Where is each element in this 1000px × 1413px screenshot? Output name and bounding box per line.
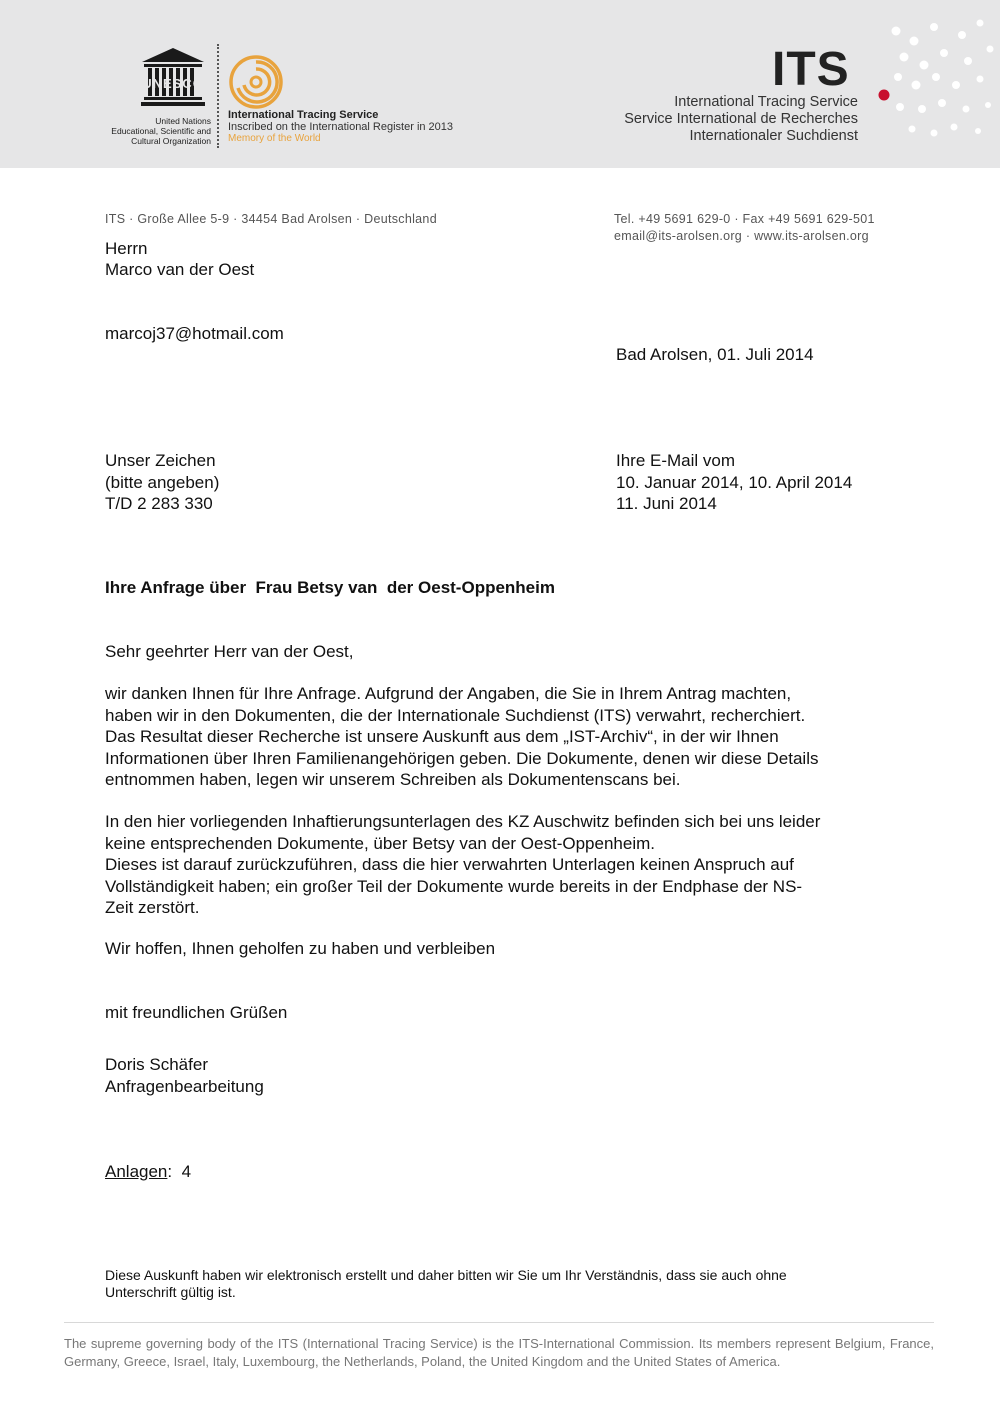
unesco-caption-line: United Nations [155, 116, 211, 126]
its-names [624, 94, 858, 145]
unesco-block [104, 46, 224, 151]
reference-left [105, 450, 219, 515]
sender-address-line: ITS · Große Allee 5-9 · 34454 Bad Arolsen · Deutschland [105, 212, 437, 226]
its-name-en: International Tracing Service [674, 94, 858, 110]
body-line: Das Resultat dieser Recherche ist unsere Auskunft aus dem „IST-Archiv“, in der wir Ihnen [105, 727, 779, 746]
its-name-fr: Service International de Recherches [624, 111, 858, 127]
unesco-caption-line: Cultural Organization [131, 136, 211, 146]
register-line-1: International Tracing Service [228, 109, 379, 121]
recipient-email: marcoj37@hotmail.com [105, 324, 284, 343]
place-date: Bad Arolsen, 01. Juli 2014 [616, 345, 814, 364]
register-line-3: Memory of the World [228, 133, 321, 144]
register-line-2: Inscribed on the International Register in 2013 [228, 121, 454, 133]
email-dates: 10. Januar 2014, 10. April 2014 [616, 472, 853, 492]
letterhead-band [0, 0, 1000, 168]
unesco-caption-line: Educational, Scientific and [111, 126, 211, 136]
notice-line: Diese Auskunft haben wir elektronisch erstellt und daher bitten wir Sie um Ihr Verständnis, dass sie auch ohne [105, 1267, 787, 1283]
subject-line: Ihre Anfrage über Frau Betsy van der Oest-Oppenheim [105, 578, 555, 597]
recipient-name: Marco van der Oest [105, 260, 255, 279]
contact-email-web: email@its-arolsen.org · www.its-arolsen.org [614, 229, 869, 243]
body-paragraph-1 [105, 683, 818, 791]
dotted-divider [217, 44, 223, 148]
notice-line: Unterschrift gültig ist. [105, 1284, 236, 1300]
electronic-notice [105, 1267, 787, 1301]
signature-block [105, 1054, 264, 1097]
unesco-temple-logo [140, 46, 206, 110]
attachments-count: 4 [181, 1162, 192, 1181]
body-line: Informationen über Ihren Familienangehörigen geben. Die Dokumente, denen wir diese Details [105, 748, 819, 768]
body-line: Dieses ist darauf zurückzuführen, dass die hier verwahrten Unterlagen keinen Anspruch auf [105, 855, 794, 874]
attachments-colon: : [167, 1162, 182, 1181]
body-line: entnommen haben, legen wir unserem Schreiben als Dokumentenscans bei. [105, 770, 681, 789]
its-logo-block [600, 40, 1000, 168]
signature-name: Doris Schäfer [105, 1055, 208, 1074]
its-register-text [228, 52, 478, 152]
contact-phone-fax: Tel. +49 5691 629-0 · Fax +49 5691 629-501 [614, 212, 875, 226]
dots-pattern-icon [870, 15, 1000, 145]
attachments-label: Anlagen [105, 1162, 168, 1181]
its-name-de: Internationaler Suchdienst [689, 128, 858, 144]
footer-divider [64, 1322, 934, 1323]
body-line: keine entsprechenden Dokumente, über Betsy van der Oest-Oppenheim. [105, 833, 655, 853]
body-line: haben wir in den Dokumenten, die der Internationale Suchdienst (ITS) verwahrt, recherchiert. [105, 705, 806, 725]
reference-right [616, 450, 852, 515]
attachments [105, 1161, 191, 1183]
signature-role: Anfragenbearbeitung [105, 1076, 264, 1096]
body-line: wir danken Ihnen für Ihre Anfrage. Aufgrund der Angaben, die Sie in Ihrem Antrag machten, [105, 684, 792, 703]
its-logo-wordmark: ITS [772, 43, 850, 96]
body-paragraph-2 [105, 811, 820, 919]
body-line: Vollständigkeit haben; ein großer Teil der Dokumente wurde bereits in der Endphase der NS- [105, 876, 803, 896]
regards: mit freundlichen Grüßen [105, 1003, 288, 1022]
body-line: In den hier vorliegenden Inhaftierungsunterlagen des KZ Auschwitz befinden sich bei uns leider [105, 812, 821, 831]
reference-number: T/D 2 283 330 [105, 494, 213, 513]
unesco-logo-text: UNESCO [142, 76, 204, 91]
unesco-caption [104, 116, 211, 146]
footer-text: The supreme governing body of the ITS (International Tracing Service) is the ITS-International Commission. Its members represent Belgium, France, Germany, Greece, Israel, Italy, Luxembourg, the Netherlands, Poland, the United Kingdom and the United States of America. [64, 1336, 934, 1369]
body-line: Zeit zerstört. [105, 898, 200, 917]
email-date-last: 11. Juni 2014 [616, 494, 717, 513]
greeting: Sehr geehrter Herr van der Oest, [105, 642, 354, 661]
reference-note: (bitte angeben) [105, 472, 220, 492]
closing-line: Wir hoffen, Ihnen geholfen zu haben und verbleiben [105, 939, 496, 958]
email-date-label: Ihre E-Mail vom [616, 451, 736, 470]
recipient-salutation: Herrn [105, 239, 148, 258]
reference-label: Unser Zeichen [105, 451, 216, 470]
